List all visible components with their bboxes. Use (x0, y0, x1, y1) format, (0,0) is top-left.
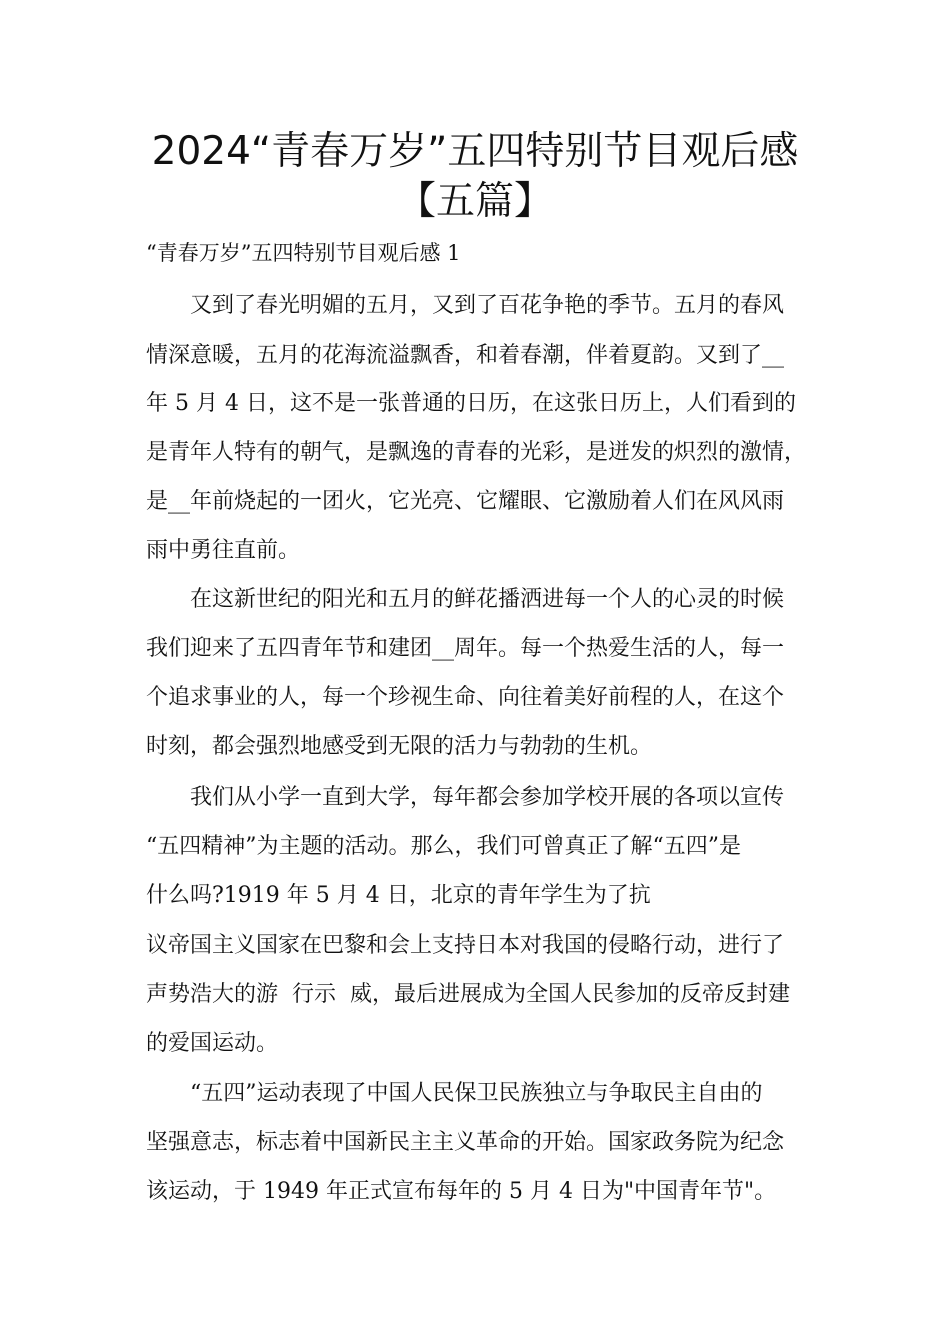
text-line: 雨中勇往直前。 (146, 538, 301, 563)
document-title-line-2: 【五篇】 (396, 179, 553, 224)
text-line: 坚强意志，标志着中国新民主主义革命的开始。国家政务院为纪念 (146, 1130, 785, 1155)
text-line: 该运动，于 1949 年正式宣布每年的 5 月 4 日为"中国青年节"。 (146, 1179, 777, 1204)
text-line: “五四精神”为主题的活动。那么，我们可曾真正了解“五四”是 (146, 834, 741, 859)
text-line: 议帝国主义国家在巴黎和会上支持日本对我国的侵略行动，进行了 (146, 933, 785, 958)
text-line: 我们从小学一直到大学，每年都会参加学校开展的各项以宣传 (190, 785, 785, 810)
text-line: 个追求事业的人，每一个珍视生命、向往着美好前程的人，在这个 (146, 685, 785, 710)
text-line: 年 5 月 4 日，这不是一张普通的日历，在这张日历上，人们看到的 (146, 391, 796, 416)
section-heading: “青春万岁”五四特别节目观后感 1 (146, 241, 461, 265)
text-line: 是__年前烧起的一团火，它光亮、它耀眼、它激励着人们在风风雨 (146, 489, 785, 514)
text-line: 声势浩大的游 行示 威，最后进展成为全国人民参加的反帝反封建 (146, 982, 790, 1007)
text-line: 情深意暖，五月的花海流溢飘香，和着春潮，伴着夏韵。又到了__ (146, 343, 785, 368)
text-line: 时刻，都会强烈地感受到无限的活力与勃勃的生机。 (146, 734, 653, 759)
text-line: 在这新世纪的阳光和五月的鲜花播洒进每一个人的心灵的时候 (190, 587, 785, 612)
text-line: 是青年人特有的朝气，是飘逸的青春的光彩，是迸发的炽烈的激情， (146, 440, 807, 465)
text-line: 的爱国运动。 (146, 1031, 279, 1056)
text-line: 什么吗?1919 年 5 月 4 日，北京的青年学生为了抗 (146, 883, 651, 908)
document-title-line-1: 2024“青春万岁”五四特别节目观后感 (151, 129, 799, 174)
text-line: 我们迎来了五四青年节和建团__周年。每一个热爱生活的人，每一 (146, 636, 785, 661)
text-line: “五四”运动表现了中国人民保卫民族独立与争取民主自由的 (190, 1081, 763, 1106)
text-line: 又到了春光明媚的五月，又到了百花争艳的季节。五月的春风 (190, 293, 785, 318)
